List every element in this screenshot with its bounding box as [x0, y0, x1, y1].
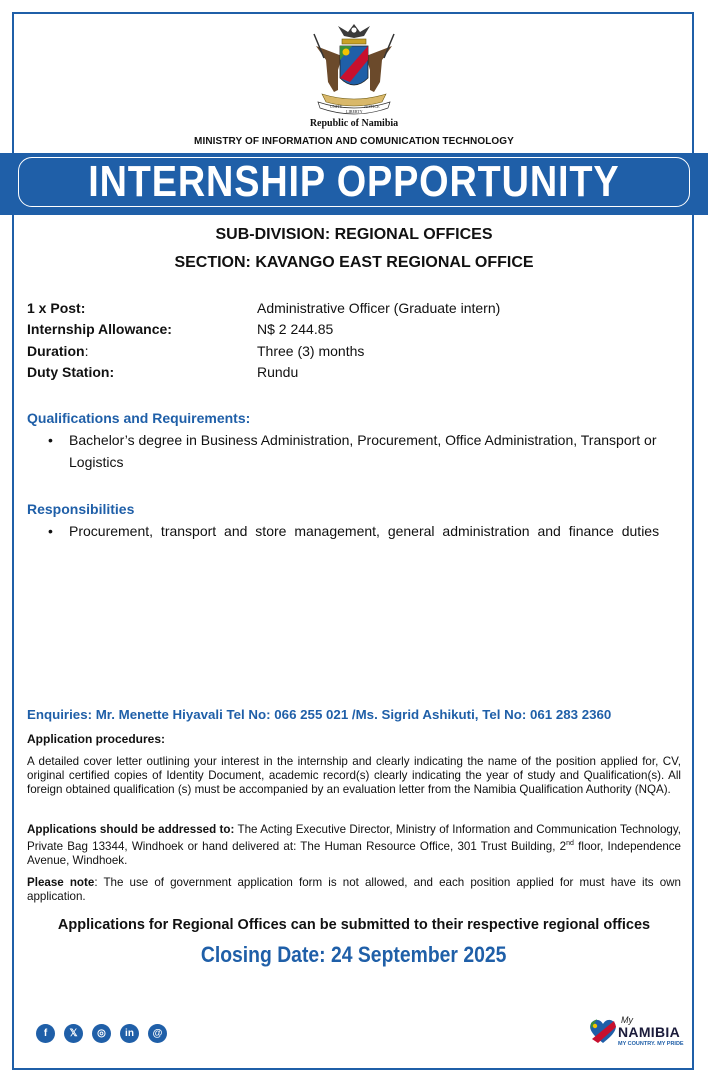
section-heading: SECTION: KAVANGO EAST REGIONAL OFFICE: [174, 254, 534, 271]
closing-date: [0, 942, 708, 968]
application-address: [27, 823, 681, 868]
detail-label: [27, 343, 257, 359]
detail-value: Rundu: [257, 364, 299, 381]
qualifications-heading: Qualifications and Requirements:: [27, 410, 251, 426]
detail-label: Duty Station:: [27, 364, 115, 381]
detail-row: [27, 297, 687, 319]
responsibility-text: Procurement, transport and store management, general administration and finance duties: [69, 523, 660, 539]
brand-my: My: [621, 1015, 633, 1025]
note-text: : The use of government application form is not allowed, and each position applied for must have its own application.: [27, 876, 681, 903]
title-banner: [0, 153, 708, 215]
republic-label: Republic of Namibia: [309, 118, 399, 129]
subdivision-heading: SUB-DIVISION: REGIONAL OFFICES: [215, 226, 493, 243]
responsibilities-heading: Responsibilities: [27, 501, 135, 517]
application-heading: Application procedures:: [27, 732, 166, 746]
detail-label-text: Duration: [27, 342, 85, 359]
detail-label: 1 x Post:: [27, 299, 86, 316]
detail-row: [27, 319, 687, 341]
address-text-1: The Acting Executive Director, Ministry of Information and Communication Technology, Private Bag 13344, Windhoek or hand delivered at: The Human Resource Office, 301 Trust Building, 2: [27, 823, 681, 853]
motto-liberty: LIBERTY: [346, 109, 363, 114]
note-label: Please note: [27, 876, 95, 889]
coat-of-arms-icon: [308, 20, 400, 120]
post-details: [27, 297, 687, 383]
detail-row: [27, 340, 687, 362]
instagram-icon[interactable]: ◎: [92, 1024, 111, 1043]
social-links: [36, 1024, 167, 1043]
page-title: INTERNSHIP OPPORTUNITY: [88, 157, 620, 206]
detail-label-suffix: :: [84, 342, 89, 359]
closing-date-text: Closing Date: 24 September 2025: [201, 942, 507, 967]
list-item: [48, 429, 681, 473]
detail-value: Administrative Officer (Graduate intern): [257, 299, 501, 316]
linkedin-icon[interactable]: in: [120, 1024, 139, 1043]
brand-tagline: MY COUNTRY. MY PRIDE: [618, 1041, 684, 1047]
motto-unity: UNITY: [330, 104, 343, 109]
detail-row: [27, 362, 687, 384]
address-label: Applications should be addressed to:: [27, 823, 235, 836]
bullet-icon: •: [48, 523, 53, 539]
threads-icon[interactable]: @: [148, 1024, 167, 1043]
title-banner-frame: [18, 157, 690, 207]
submission-notice: Applications for Regional Offices can be submitted to their respective regional offices: [57, 917, 651, 933]
facebook-icon[interactable]: f: [36, 1024, 55, 1043]
enquiries-line: Enquiries: Mr. Menette Hiyavali Tel No: 066 255 021 /Ms. Sigrid Ashikuti, Tel No: 061 283 2360: [27, 707, 612, 722]
address-text-2: floor, Independence Avenue, Windhoek.: [27, 839, 682, 867]
brand-name: NAMIBIA: [618, 1024, 680, 1040]
ministry-name: MINISTRY OF INFORMATION AND COMUNICATION TECHNOLOGY: [194, 136, 514, 147]
my-namibia-logo: [588, 1015, 683, 1049]
bullet-icon: •: [48, 432, 53, 448]
qualification-text: Bachelor’s degree in Business Administration, Procurement, Office Administration, Transport or Logistics: [69, 432, 657, 470]
x-icon[interactable]: 𝕏: [64, 1024, 83, 1043]
list-item: [48, 520, 681, 542]
application-procedure: A detailed cover letter outlining your interest in the internship and clearly indicating the name of the position applied for, CV, original certified copies of Identity Document, academic record(s) clearly indicating the year of study and Qualification(s). All foreign obtained qualification (s) must be accompanied by an evaluation letter from the Namibia Qualification Authority (NQA).: [27, 755, 681, 796]
heart-flag-icon: [588, 1017, 618, 1045]
motto-justice: JUSTICE: [364, 104, 380, 109]
detail-value: Three (3) months: [257, 342, 365, 359]
application-note: [27, 876, 681, 904]
detail-value: N$ 2 244.85: [257, 321, 334, 338]
address-superscript: nd: [566, 840, 574, 847]
detail-label: Internship Allowance:: [27, 321, 172, 338]
